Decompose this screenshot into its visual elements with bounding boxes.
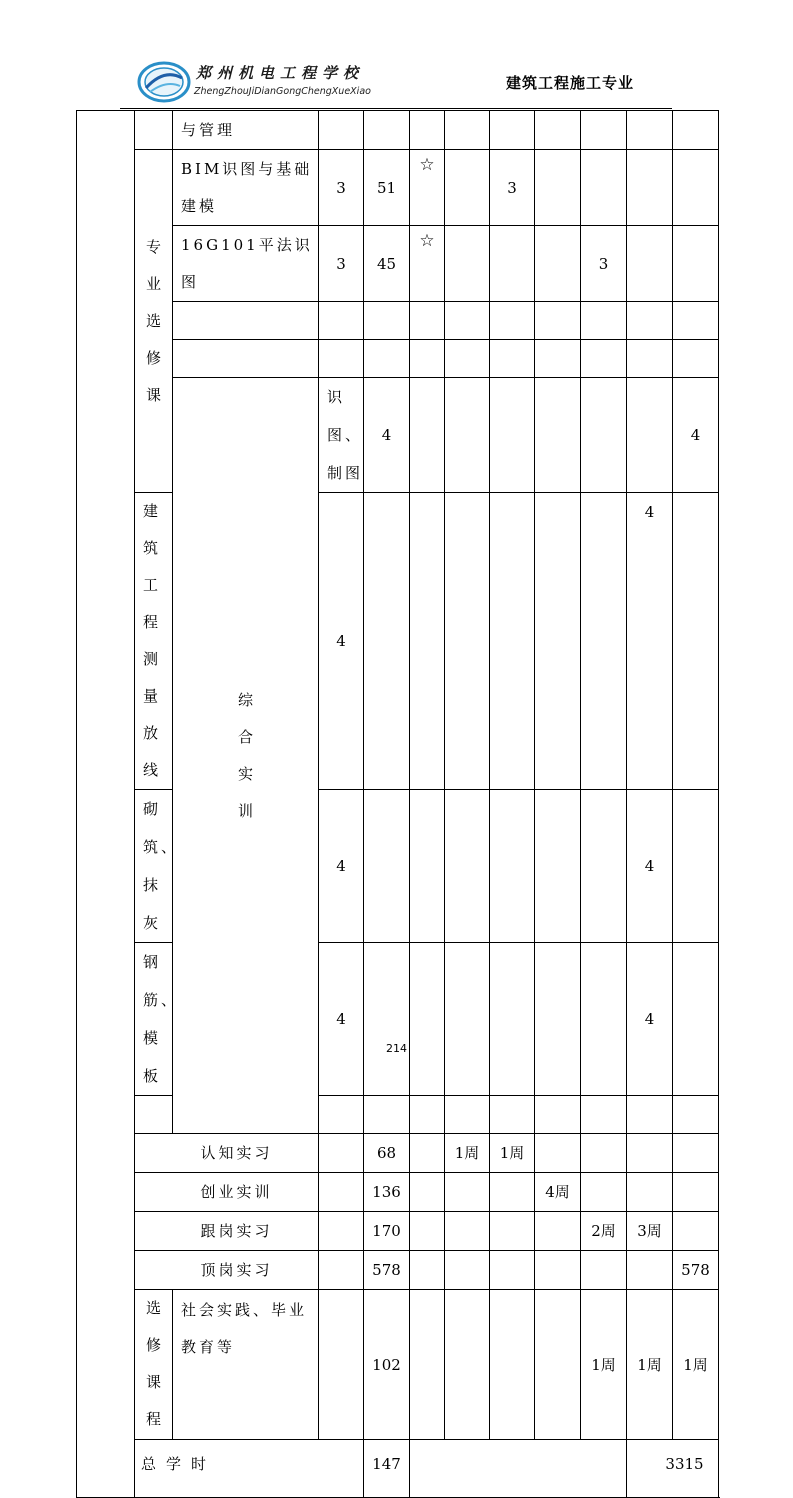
hours-cell: 578 — [364, 1251, 410, 1290]
course-name: 认知实习 — [135, 1134, 319, 1173]
group-label-elective — [135, 150, 173, 493]
semester-cell: 1周 — [490, 1134, 535, 1173]
credit-cell: 4 — [319, 943, 364, 1096]
semester-cell: 3 — [581, 226, 627, 302]
category-cell — [77, 111, 135, 1498]
group-label-text: 选 修 课 程 — [145, 1299, 161, 1428]
table-row — [77, 378, 719, 493]
semester-cell: 1周 — [445, 1134, 490, 1173]
school-name-en: ZhengZhouJiDianGongChengXueXiao — [194, 86, 371, 97]
credit-cell: 4 — [319, 790, 364, 943]
table-row — [77, 111, 719, 150]
semester-cell: 2周 — [581, 1212, 627, 1251]
credit-cell: 4 — [364, 378, 410, 493]
semester-cell: 3 — [490, 150, 535, 226]
course-name: 砌筑、抹灰 — [135, 790, 173, 943]
table-row — [77, 226, 719, 302]
semester-cell: 4 — [627, 493, 673, 790]
semester-cell: 1周 — [581, 1290, 627, 1440]
course-name: 16G101平法识图 — [173, 226, 319, 302]
course-name: 社会实践、毕业教育等 — [173, 1290, 319, 1440]
credit-cell: 3 — [319, 150, 364, 226]
table-row — [77, 340, 719, 378]
major-title: 建筑工程施工专业 — [506, 74, 635, 92]
page-number: 214 — [386, 1042, 407, 1055]
star-mark: ☆ — [410, 150, 445, 226]
semester-cell: 1周 — [627, 1290, 673, 1440]
page-header — [120, 52, 672, 110]
school-name-cn: 郑州机电工程学校 — [196, 64, 365, 82]
hours-cell: 170 — [364, 1212, 410, 1251]
table-row — [77, 1134, 719, 1173]
course-name: 创业实训 — [135, 1173, 319, 1212]
hours-cell: 51 — [364, 150, 410, 226]
group-cell — [135, 111, 173, 150]
semester-cell: 4 — [627, 790, 673, 943]
course-name: 钢筋、模板 — [135, 943, 173, 1096]
star-mark: ☆ — [410, 226, 445, 302]
semester-cell: 3周 — [627, 1212, 673, 1251]
hours-cell: 45 — [364, 226, 410, 302]
group-label-practice — [173, 378, 319, 1134]
credit-cell: 3 — [319, 226, 364, 302]
course-name: 建筑工程测量放线 — [135, 493, 173, 790]
course-name: 顶岗实习 — [135, 1251, 319, 1290]
table-row — [77, 302, 719, 340]
hours-cell: 136 — [364, 1173, 410, 1212]
table-row — [77, 1212, 719, 1251]
semester-cell: 578 — [673, 1251, 719, 1290]
group-label-text: 专 业 选 修 课 — [145, 237, 161, 404]
credit-cell: 4 — [319, 493, 364, 790]
table-row — [77, 1290, 719, 1440]
group-label-optional — [135, 1290, 173, 1440]
group-label-text: 综 合 实 训 — [237, 690, 253, 820]
course-name: 跟岗实习 — [135, 1212, 319, 1251]
total-label: 总学时 — [135, 1440, 364, 1498]
semester-cell: 1周 — [673, 1290, 719, 1440]
school-logo-icon — [136, 58, 192, 104]
hours-cell: 102 — [364, 1290, 410, 1440]
table-row — [77, 150, 719, 226]
hours-cell: 68 — [364, 1134, 410, 1173]
semester-cell: 4周 — [535, 1173, 581, 1212]
table-row — [77, 1251, 719, 1290]
course-name: 与管理 — [173, 111, 319, 150]
total-credit: 147 — [364, 1440, 410, 1498]
table-row — [77, 1173, 719, 1212]
semester-cell: 4 — [673, 378, 719, 493]
header-divider — [120, 108, 672, 109]
total-hours: 3315 — [627, 1440, 719, 1498]
table-row — [77, 1440, 719, 1498]
semester-cell: 4 — [627, 943, 673, 1096]
curriculum-table — [76, 110, 719, 1498]
course-name: 识图、制图 — [319, 378, 364, 493]
course-name: BIM识图与基础建模 — [173, 150, 319, 226]
